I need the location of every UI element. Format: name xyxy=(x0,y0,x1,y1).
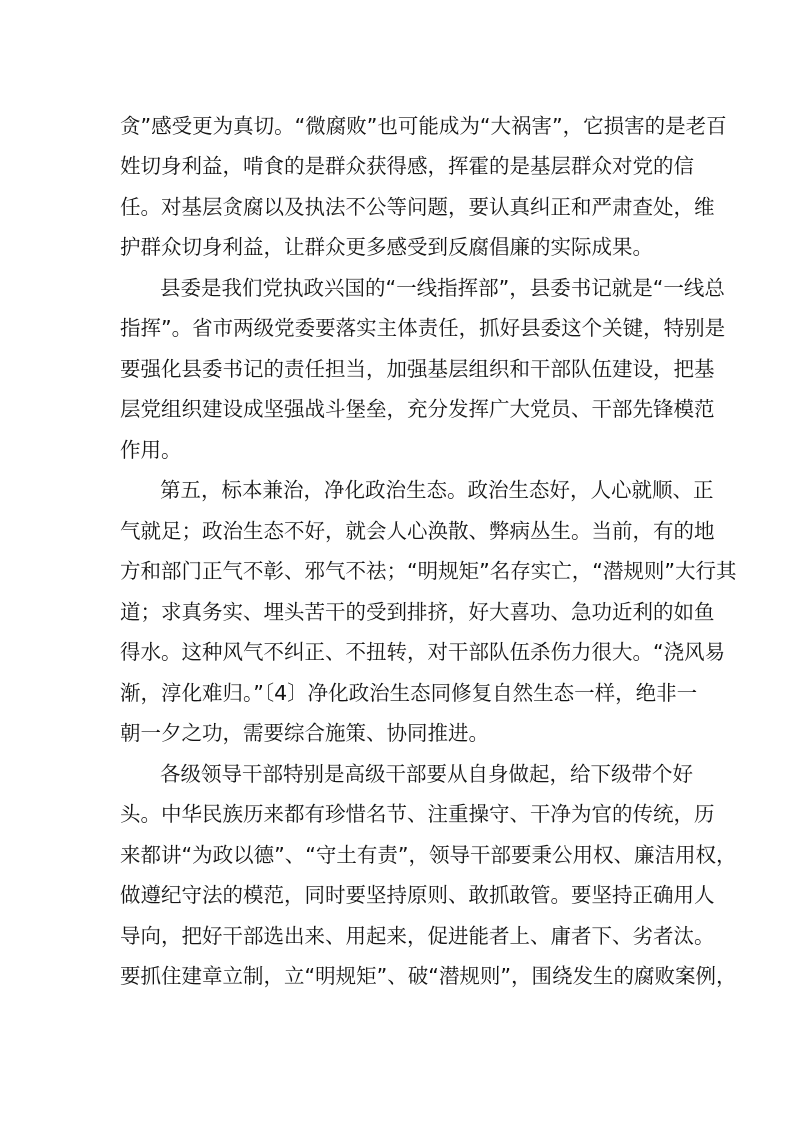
text-line: 气就足；政治生态不好，就会人心涣散、弊病丛生。当前，有的地 xyxy=(120,519,715,543)
text-line: 渐，淳化难归。”〔4〕净化政治生态同修复自然生态一样，绝非一 xyxy=(120,681,698,705)
text-line: 头。中华民族历来都有珍惜名节、注重操守、干净为官的传统，历 xyxy=(120,802,715,826)
text-line: 贪”感受更为真切。“微腐败”也可能成为“大祸害”，它损害的是老百 xyxy=(120,114,727,138)
text-line: 指挥”。省市两级党委要落实主体责任，抓好县委这个关键，特别是 xyxy=(120,316,726,340)
paragraph-first-line: 第五，标本兼治，净化政治生态。政治生态好，人心就顺、正 xyxy=(160,478,714,502)
text-line: 任。对基层贪腐以及执法不公等问题，要认真纠正和严肃查处，维 xyxy=(120,195,715,219)
paragraph-end-line: 护群众切身利益，让群众更多感受到反腐倡廉的实际成果。 xyxy=(120,235,653,259)
text-line: 要抓住建章立制，立“明规矩”、破“潜规则”，围绕发生的腐败案例， xyxy=(120,964,737,988)
text-line: 方和部门正气不彰、邪气不祛；“明规矩”名存实亡，“潜规则”大行其 xyxy=(120,559,737,583)
text-line: 得水。这种风气不纠正、不扭转，对干部队伍杀伤力很大。“浇风易 xyxy=(120,640,726,664)
text-line: 层党组织建设成坚强战斗堡垒，充分发挥广大党员、干部先锋模范 xyxy=(120,397,715,421)
text-line: 做遵纪守法的模范，同时要坚持原则、敢抓敢管。要坚持正确用人 xyxy=(120,883,715,907)
paragraph-end-line: 朝一夕之功，需要综合施策、协同推进。 xyxy=(120,721,489,745)
text-line: 导向，把好干部选出来、用起来，促进能者上、庸者下、劣者汰。 xyxy=(120,924,715,948)
paragraph-first-line: 县委是我们党执政兴国的“一线指挥部”，县委书记就是“一线总 xyxy=(160,276,725,300)
paragraph-end-line: 作用。 xyxy=(120,438,182,462)
text-line: 来都讲“为政以德”、“守土有责”，领导干部要秉公用权、廉洁用权， xyxy=(120,843,737,867)
paragraph-first-line: 各级领导干部特别是高级干部要从自身做起，给下级带个好 xyxy=(160,762,693,786)
text-line: 道；求真务实、埋头苦干的受到排挤，好大喜功、急功近利的如鱼 xyxy=(120,600,715,624)
text-line: 姓切身利益，啃食的是群众获得感，挥霍的是基层群众对党的信 xyxy=(120,154,694,178)
text-line: 要强化县委书记的责任担当，加强基层组织和干部队伍建设，把基 xyxy=(120,357,715,381)
